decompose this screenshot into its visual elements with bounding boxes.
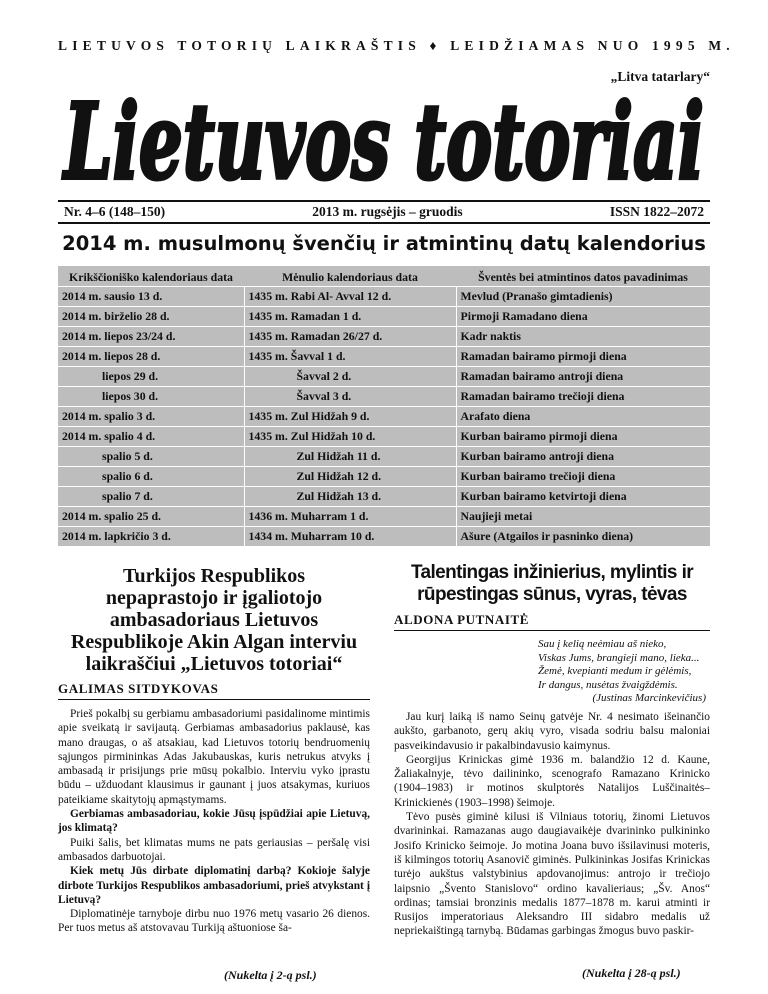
holiday-name: Arafato diena [456, 407, 710, 427]
headline-line: Respublikoje Akin Algan interviu [70, 631, 358, 653]
masthead-slogan: „Litva tatarlary“ [610, 69, 710, 84]
column-header-holiday-name: Šventės bei atmintinos datos pavadinimas [456, 266, 710, 287]
christian-date: spalio 7 d. [58, 487, 244, 507]
christian-date: liepos 29 d. [58, 367, 244, 387]
issue-bar [58, 200, 710, 224]
headline-line: Talentingas inžinierius, mylintis ir [410, 562, 694, 583]
headline-line: Turkijos Respublikos [122, 565, 306, 587]
column-header-lunar-date: Mėnulio kalendoriaus data [244, 266, 456, 287]
newspaper-tagline: LIETUVOS TOTORIŲ LAIKRAŠTIS ♦ LEIDŽIAMAS NUO 1995 M. [58, 38, 735, 53]
lunar-date: Šavval 3 d. [244, 387, 456, 407]
article-headline [58, 565, 370, 675]
headline-line: nepaprastojo ir įgaliotojo [105, 587, 323, 609]
article-body [58, 707, 370, 936]
lunar-date: Zul Hidžah 13 d. [244, 487, 456, 507]
christian-date: spalio 5 d. [58, 447, 244, 467]
christian-date: 2014 m. spalio 25 d. [58, 507, 244, 527]
article-body [394, 710, 710, 939]
continuation-note: (Nukelta į 28-ą psl.) [582, 966, 681, 980]
poem-author: (Justinas Marcinkevičius) [592, 692, 706, 705]
christian-date: 2014 m. sausio 13 d. [58, 287, 244, 307]
holiday-name: Naujieji metai [456, 507, 710, 527]
holiday-name: Ramadan bairamo antroji diena [456, 367, 710, 387]
table-row [58, 327, 710, 347]
table-row [58, 487, 710, 507]
holiday-name: Kurban bairamo antroji diena [456, 447, 710, 467]
paragraph: Prieš pokalbį su gerbiamu ambasadoriumi pasidalinome mintimis apie sveikatą ir savijautą. Gerbiamas ambasadorius paklausė, kas mano draugas, o aš atsakiau, kad Lietuvos totorių bendruomenių sąjungos pirmininkas Adas Jakubauskas, kuris netrukus atvyks į ambasadą ir prisijungs prie mūsų pokalbio. Interviu vyko įprastu būdu – užduodant klausimus ir gaunant į juos atsakymas, kuriuos pateikiame skaitytojų apmąstymams. [58, 708, 370, 806]
christian-date: 2014 m. lapkričio 3 d. [58, 527, 244, 547]
christian-date: 2014 m. birželio 28 d. [58, 307, 244, 327]
paragraph: Tėvo pusės giminė kilusi iš Vilniaus totorių, žinomi Lietuvos dvarininkai. Ramazanas augo daugiavaikėje dvarininko pulkininko Josifo Krinicko šeimoje. Jo motina Joana buvo išsilavinusi moteris, iš kilmingos totorių Asanovič giminės. Pulkininkas Josifas Krinickas turėjo aukštus valstybinius apdovanojimus: antrojo ir trečiojo laipsnio „Švento Stanislovo“ ordino kavalieriaus; „Šv. Anos“ ordinas; tamsiai bronzinis medalis 1877–1878 m. karui atminti ir Rusijos imperatoriaus Aleksandro III sidabro medalis už nepriekaištingą tarnybą. Būdamas garbingas žmogus buvo paskir- [394, 811, 710, 938]
holiday-name: Kurban bairamo pirmoji diena [456, 427, 710, 447]
lunar-date: 1434 m. Muharram 10 d. [244, 527, 456, 547]
christian-date: 2014 m. liepos 28 d. [58, 347, 244, 367]
article-author: ALDONA PUTNAITĖ [394, 612, 710, 631]
lunar-date: Zul Hidžah 12 d. [244, 467, 456, 487]
masthead-logo [56, 80, 712, 200]
holiday-name: Ašure (Atgailos ir pasninko diena) [456, 527, 710, 547]
christian-date: spalio 6 d. [58, 467, 244, 487]
masthead-logo-graphic [56, 80, 712, 200]
newspaper-front-page [58, 0, 735, 994]
table-row [58, 447, 710, 467]
holiday-name: Pirmoji Ramadano diena [456, 307, 710, 327]
headline-line: laikraščiui „Lietuvos totoriai“ [85, 653, 343, 675]
lunar-date: Šavval 2 d. [244, 367, 456, 387]
table-row [58, 347, 710, 367]
christian-date: 2014 m. spalio 4 d. [58, 427, 244, 447]
lunar-date: Zul Hidžah 11 d. [244, 447, 456, 467]
holiday-calendar-table [58, 266, 710, 546]
christian-date: liepos 30 d. [58, 387, 244, 407]
article-biography [394, 562, 710, 939]
holiday-name: Kurban bairamo trečioji diena [456, 467, 710, 487]
epigraph-poem [538, 638, 706, 706]
paragraph: Diplomatinėje tarnyboje dirbu nuo 1976 metų vasario 26 dienos. Per tuos metus aš atstovavau Turkiją aštuoniose ša- [58, 908, 370, 935]
paragraph: Puiki šalis, bet klimatas mums ne pats geriausias – peršalę visi ambasados darbuotojai. [58, 836, 370, 863]
christian-date: 2014 m. liepos 23/24 d. [58, 327, 244, 347]
table-row [58, 467, 710, 487]
issn: ISSN 1822–2072 [609, 204, 704, 219]
table-row [58, 387, 710, 407]
lunar-date: 1435 m. Ramadan 26/27 d. [244, 327, 456, 347]
paragraph: Jau kurį laiką iš namo Seinų gatvėje Nr. 4 nesimato išeinančio aukšto, garbanoto, gerų akių vyro, visada sodriu balsu maloniai pasveikindavusio ir pakalbindavusio kaimynus. [394, 710, 710, 752]
holiday-name: Mevlud (Pranašo gimtadienis) [456, 287, 710, 307]
lunar-date: 1435 m. Šavval 1 d. [244, 347, 456, 367]
lunar-date: 1435 m. Ramadan 1 d. [244, 307, 456, 327]
christian-date: 2014 m. spalio 3 d. [58, 407, 244, 427]
interview-question: Kiek metų Jūs dirbate diplomatinį darbą? Kokioje šalyje dirbote Turkijos Respublikos ambasadoriumi, prieš atvykstant į Lietuvą? [58, 865, 370, 906]
calendar-title: 2014 m. musulmonų švenčių ir atmintinų datų kalendorius [62, 232, 706, 255]
table-row [58, 287, 710, 307]
interview-question: Gerbiamas ambasadoriau, kokie Jūsų įspūdžiai apie Lietuvą, jos klimatą? [58, 808, 370, 835]
table-row [58, 507, 710, 527]
poem-line: Sau į kelią neėmiau aš nieko, [538, 638, 667, 650]
holiday-name: Ramadan bairamo trečioji diena [456, 387, 710, 407]
headline-line: ambasadoriaus Lietuvos [109, 609, 319, 631]
article-headline [394, 562, 710, 606]
table-header-row [58, 266, 710, 287]
poem-line: Žemė, kvepianti medum ir gėlėmis, [538, 665, 692, 678]
table-row [58, 527, 710, 547]
issue-date: 2013 m. rugsėjis – gruodis [312, 204, 463, 219]
lunar-date: 1435 m. Zul Hidžah 9 d. [244, 407, 456, 427]
article-author: GALIMAS SITDYKOVAS [58, 681, 370, 700]
holiday-name: Kurban bairamo ketvirtoji diena [456, 487, 710, 507]
table-row [58, 407, 710, 427]
poem-line: Ir dangus, nusėtas žvaigždėmis. [538, 678, 678, 691]
issue-number: Nr. 4–6 (148–150) [64, 204, 166, 219]
lunar-date: 1435 m. Zul Hidžah 10 d. [244, 427, 456, 447]
table-row [58, 427, 710, 447]
headline-line: rūpestingas sūnus, vyras, tėvas [417, 584, 687, 605]
continuation-note: (Nukelta į 2-ą psl.) [224, 968, 317, 982]
holiday-name: Kadr naktis [456, 327, 710, 347]
lunar-date: 1435 m. Rabi Al- Avval 12 d. [244, 287, 456, 307]
holiday-name: Ramadan bairamo pirmoji diena [456, 347, 710, 367]
paragraph: Georgijus Krinickas gimė 1936 m. balandžio 12 d. Kaune, Žaliakalnyje, tėvo dailininko, scenografo Ramazano Krinicko (1904–1983) ir motinos skulptorės Natalijos Luščinaitės–Krinickienės (1903–1998) šeimoje. [394, 753, 710, 809]
lunar-date: 1436 m. Muharram 1 d. [244, 507, 456, 527]
table-row [58, 307, 710, 327]
column-header-christian-date: Krikščioniško kalendoriaus data [58, 266, 244, 287]
masthead-title: Lietuvos totoriai [62, 80, 704, 200]
table-row [58, 367, 710, 387]
article-interview [58, 565, 370, 936]
poem-line: Viskas Jums, brangieji mano, lieka... [538, 651, 700, 664]
